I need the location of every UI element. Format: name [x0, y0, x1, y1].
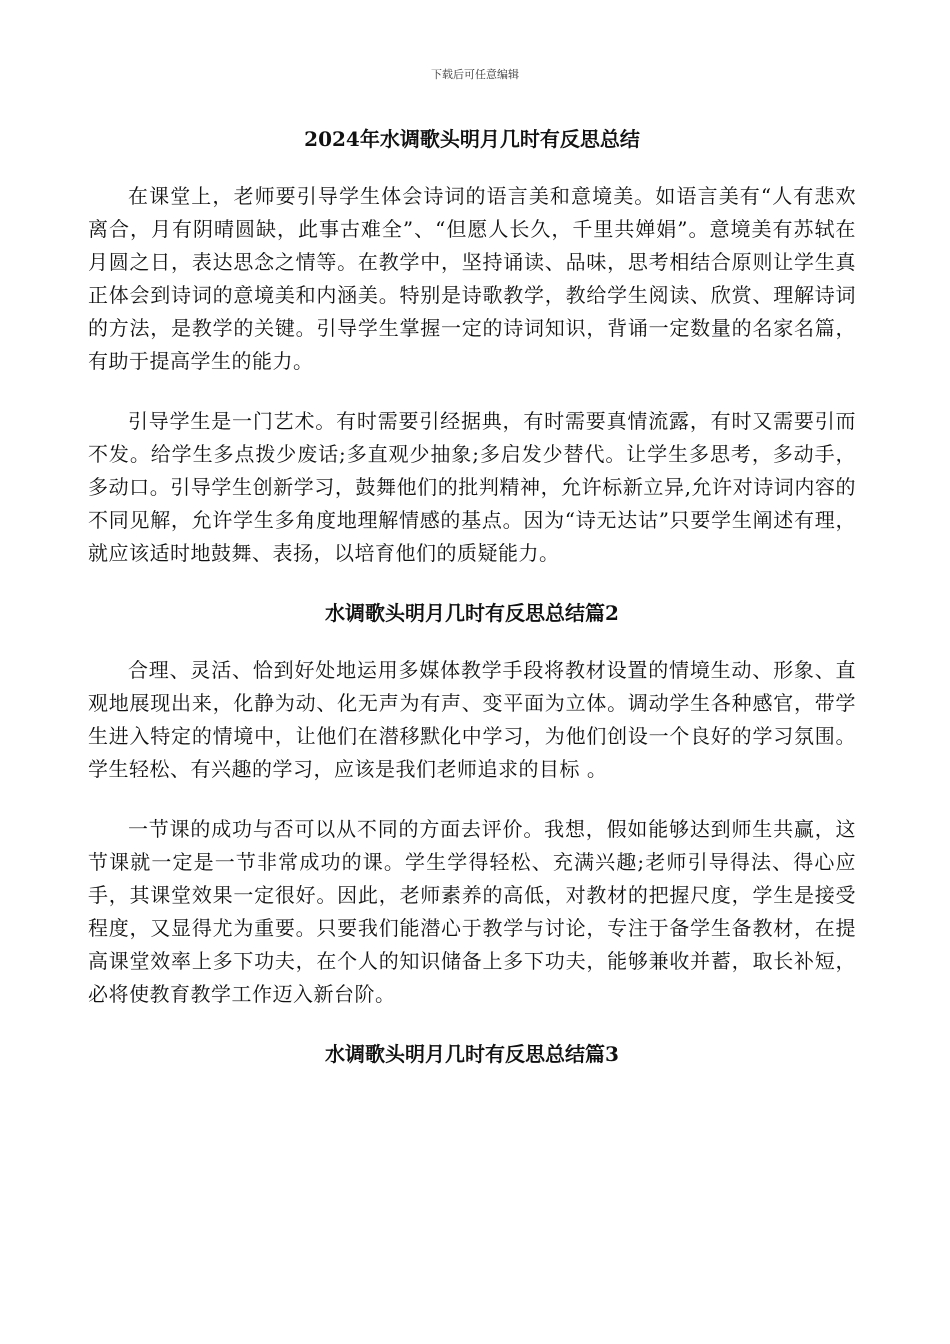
section-1-paragraph-1: 在课堂上，老师要引导学生体会诗词的语言美和意境美。如语言美有“人有悲欢离合，月有阴晴圆缺，此事古难全”、“但愿人长久，千里共婵娟”。意境美有苏轼在月圆之日，表达思念之情等。在教学中，坚持诵读、品味，思考相结合原则让学生真正体会到诗词的意境美和内涵美。特别是诗歌教学，教给学生阅读、欣赏、理解诗词的方法，是教学的关键。引导学生掌握一定的诗词知识，背诵一定数量的名家名篇，有助于提高学生的能力。: [88, 184, 856, 373]
section-2-paragraph-2: 一节课的成功与否可以从不同的方面去评价。我想，假如能够达到师生共赢，这节课就一定是一节非常成功的课。学生学得轻松、充满兴趣;老师引导得法、得心应手，其课堂效果一定很好。因此，老师素养的高低，对教材的把握尺度，学生是接受程度，又显得尤为重要。只要我们能潜心于教学与讨论，专注于备学生备教材，在提高课堂效率上多下功夫，在个人的知识储备上多下功夫，能够兼收并蓄，取长补短，必将使教育教学工作迈入新台阶。: [88, 817, 856, 1006]
section-1-paragraph-2: 引导学生是一门艺术。有时需要引经据典，有时需要真情流露，有时又需要引而不发。给学生多点拨少废话;多直观少抽象;多启发少替代。让学生多思考，多动手，多动口。引导学生创新学习，鼓舞他们的批判精神，允许标新立异,允许对诗词内容的不同见解，允许学生多角度地理解情感的基点。因为“诗无达诂”只要学生阐述有理，就应该适时地鼓舞、表扬，以培育他们的质疑能力。: [88, 409, 856, 565]
section-2-title: 水调歌头明月几时有反思总结篇2: [325, 601, 619, 625]
header-note: 下载后可任意编辑: [431, 68, 519, 81]
section-1-title: 2024年水调歌头明月几时有反思总结: [304, 127, 640, 151]
document-body: [88, 120, 856, 1069]
section-3-title: 水调歌头明月几时有反思总结篇3: [325, 1042, 619, 1066]
section-2-paragraph-1: 合理、灵活、恰到好处地运用多媒体教学手段将教材设置的情境生动、形象、直观地展现出来，化静为动、化无声为有声、变平面为立体。调动学生各种感官，带学生进入特定的情境中，让他们在潜移默化中学习，为他们创设一个良好的学习氛围。学生轻松、有兴趣的学习，应该是我们老师追求的目标 。: [88, 658, 856, 781]
